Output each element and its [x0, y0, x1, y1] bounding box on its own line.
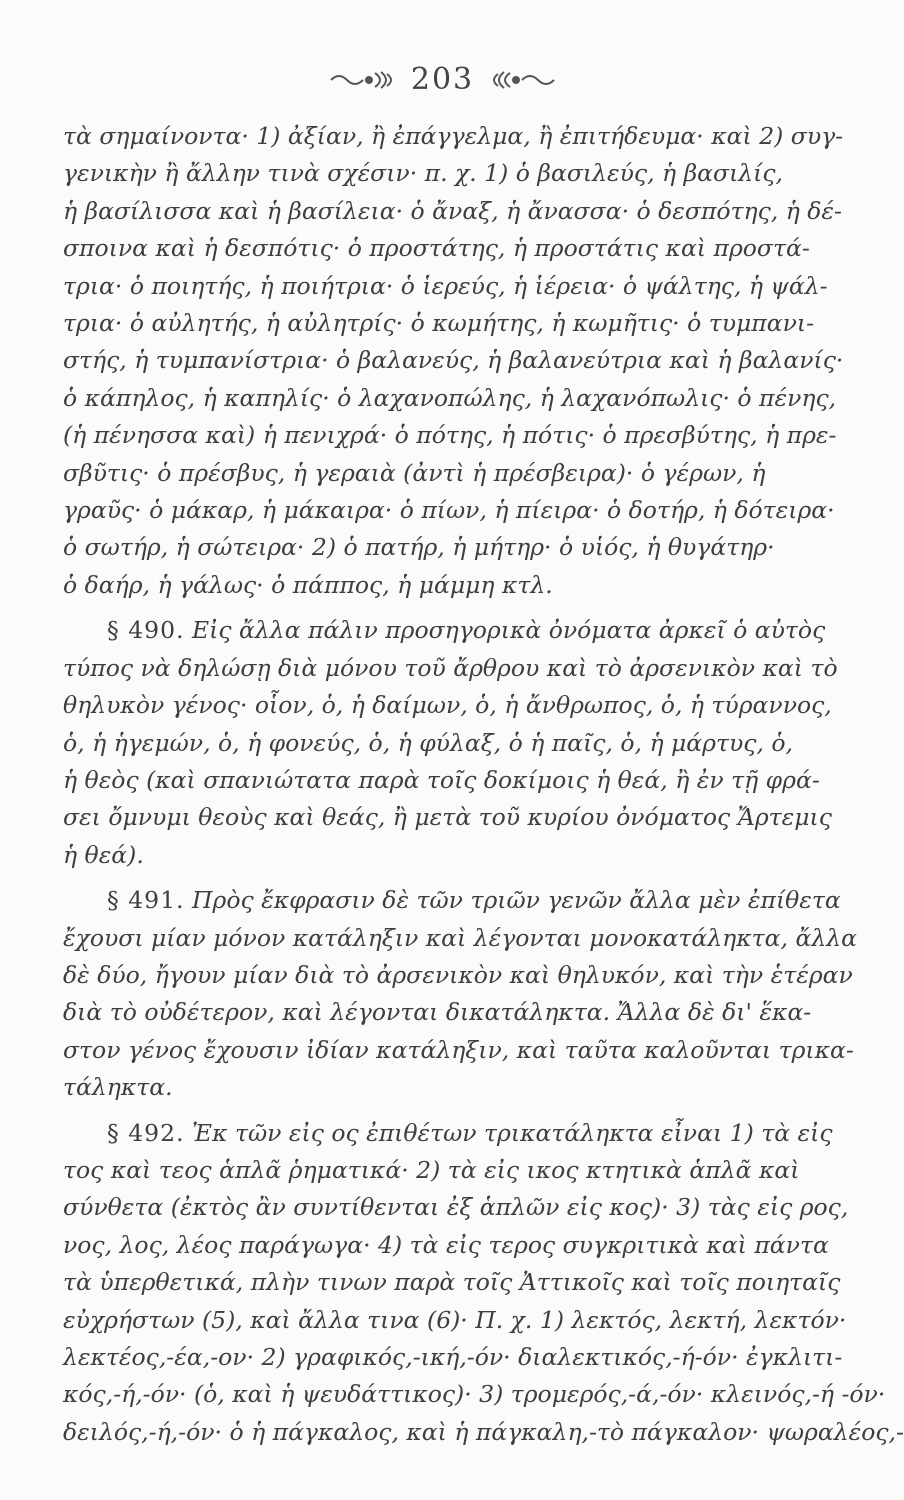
text-line: διὰ τὸ οὐδέτερον, καὶ λέγονται δικατάληκτα. Ἄλλα δὲ δι' ἕκα-	[63, 998, 812, 1027]
text-line: τος καὶ τεος ἁπλᾶ ῥηματικά· 2) τὰ εἰς ικος κτητικὰ ἁπλᾶ καὶ	[63, 1155, 800, 1184]
left-ornament-icon	[329, 69, 399, 91]
text-line: γενικὴν ἢ ἄλλην τινὰ σχέσιν· π. χ. 1) ὁ βασιλεύς, ἡ βασιλίς,	[63, 159, 784, 188]
text-line: ὁ κάπηλος, ἡ καπηλίς· ὁ λαχανοπώλης, ἡ λαχανόπωλις· ὁ πένης,	[63, 383, 837, 412]
body-text	[63, 118, 904, 1451]
text-line: στον γένος ἔχουσιν ἰδίαν κατάληξιν, καὶ ταῦτα καλοῦνται τρικα-	[63, 1035, 854, 1064]
text-line: ἡ θεὸς (καὶ σπανιώτατα παρὰ τοῖς δοκίμοις ἡ θεά, ἢ ἐν τῇ φρά-	[63, 765, 820, 794]
text-line: ὁ, ἡ ἡγεμών, ὁ, ἡ φονεύς, ὁ, ἡ φύλαξ, ὁ ἡ παῖς, ὁ, ἡ μάρτυς, ὁ,	[63, 728, 793, 757]
section-number: § 492.	[107, 1118, 185, 1147]
text-line: τὰ ὑπερθετικά, πλὴν τινων παρὰ τοῖς Ἀττικοῖς καὶ τοῖς ποιηταῖς	[63, 1268, 841, 1297]
right-ornament-icon	[486, 69, 556, 91]
text-line: δὲ δύο, ἤγουν μίαν διὰ τὸ ἀρσενικὸν καὶ θηλυκόν, καὶ τὴν ἑτέραν	[63, 960, 853, 989]
text-line: σποινα καὶ ἡ δεσπότις· ὁ προστάτης, ἡ προστάτις καὶ προστά-	[63, 234, 810, 263]
text-line: δειλός,-ή,-όν· ὁ ἡ πάγκαλος, καὶ ἡ πάγκαλη,-τὸ πάγκαλον· ψωραλέος,-	[63, 1417, 904, 1446]
section-490	[63, 612, 838, 874]
text-line: ὁ δαήρ, ἡ γάλως· ὁ πάππος, ἡ μάμμη κτλ.	[63, 570, 553, 599]
text-line: στής, ἡ τυμπανίστρια· ὁ βαλανεύς, ἡ βαλανεύτρια καὶ ἡ βαλανίς·	[63, 346, 844, 375]
text-line: τύπος νὰ δηλώσῃ διὰ μόνου τοῦ ἄρθρου καὶ τὸ ἀρσενικὸν καὶ τὸ	[63, 653, 838, 682]
text-line: εὐχρήστων (5), καὶ ἄλλα τινα (6)· Π. χ. 1) λεκτός, λεκτή, λεκτόν·	[63, 1305, 847, 1334]
text-line: τὰ σημαίνοντα· 1) ἀξίαν, ἢ ἐπάγγελμα, ἢ ἐπιτήδευμα· καὶ 2) συγ-	[63, 122, 844, 150]
text-line: γραῦς· ὁ μάκαρ, ἡ μάκαιρα· ὁ πίων, ἡ πίειρα· ὁ δοτήρ, ἡ δότειρα·	[63, 496, 835, 525]
text-line: λεκτέος,-έα,-ον· 2) γραφικός,-ική,-όν· διαλεκτικός,-ή-όν· ἐγκλιτι-	[63, 1343, 843, 1371]
text-line: ἡ βασίλισσα καὶ ἡ βασίλεια· ὁ ἄναξ, ἡ ἄνασσα· ὁ δεσπότης, ἡ δέ-	[63, 196, 842, 225]
text-line: Πρὸς ἔκφρασιν δὲ τῶν τριῶν γενῶν ἄλλα μὲν ἐπίθετα	[192, 886, 841, 915]
text-line: τάληκτα.	[63, 1073, 173, 1102]
text-line: ἡ θεά).	[63, 840, 144, 869]
text-line: τρια· ὁ αὐλητής, ἡ αὐλητρίς· ὁ κωμήτης, ἡ κωμῆτις· ὁ τυμπανι-	[63, 309, 815, 338]
text-line: ὁ σωτήρ, ἡ σώτειρα· 2) ὁ πατήρ, ἡ μήτηρ· ὁ υἱός, ἡ θυγάτηρ·	[63, 533, 775, 562]
text-line: σβῦτις· ὁ πρέσβυς, ἡ γεραιὰ (ἀντὶ ἡ πρέσβειρα)· ὁ γέρων, ἡ	[63, 458, 766, 487]
page-header	[0, 62, 885, 97]
intro-paragraph	[63, 118, 844, 604]
text-line: (ἡ πένησσα καὶ) ἡ πενιχρά· ὁ πότης, ἡ πότις· ὁ πρεσβύτης, ἡ πρε-	[63, 421, 837, 450]
section-491	[63, 882, 857, 1106]
text-line: κός,-ή,-όν· (ὁ, καὶ ἡ ψευδάττικος)· 3) τρομερός,-ά,-όν· κλεινός,-ή -όν·	[63, 1380, 886, 1409]
text-line: νος, λος, λέος παράγωγα· 4) τὰ εἰς τερος συγκριτικὰ καὶ πάντα	[63, 1230, 829, 1259]
text-line: θηλυκὸν γένος· οἷον, ὁ, ἡ δαίμων, ὁ, ἡ ἄνθρωπος, ὁ, ἡ τύραννος,	[63, 691, 832, 720]
text-line: σει ὄμνυμι θεοὺς καὶ θεάς, ἢ μετὰ τοῦ κυρίου ὀνόματος Ἄρτεμις	[63, 803, 832, 832]
text-line: τρια· ὁ ποιητής, ἡ ποιήτρια· ὁ ἱερεύς, ἡ ἱέρεια· ὁ ψάλτης, ἡ ψάλ-	[63, 271, 828, 300]
text-line: σύνθετα (ἐκτὸς ἂν συντίθενται ἐξ ἁπλῶν εἰς κος)· 3) τὰς εἰς ρος,	[63, 1193, 849, 1222]
page-number: 203	[410, 62, 475, 97]
section-number: § 490.	[107, 616, 185, 645]
text-line: ἔχουσι μίαν μόνον κατάληξιν καὶ λέγονται μονοκατάληκτα, ἄλλα	[63, 923, 857, 952]
text-line: Ἐκ τῶν εἰς ος ἐπιθέτων τρικατάληκτα εἶναι 1) τὰ εἰς	[192, 1118, 833, 1147]
section-492	[63, 1115, 904, 1452]
text-line: Εἰς ἄλλα πάλιν προσηγορικὰ ὀνόματα ἀρκεῖ ὁ αὐτὸς	[192, 616, 826, 645]
section-number: § 491.	[107, 886, 185, 915]
